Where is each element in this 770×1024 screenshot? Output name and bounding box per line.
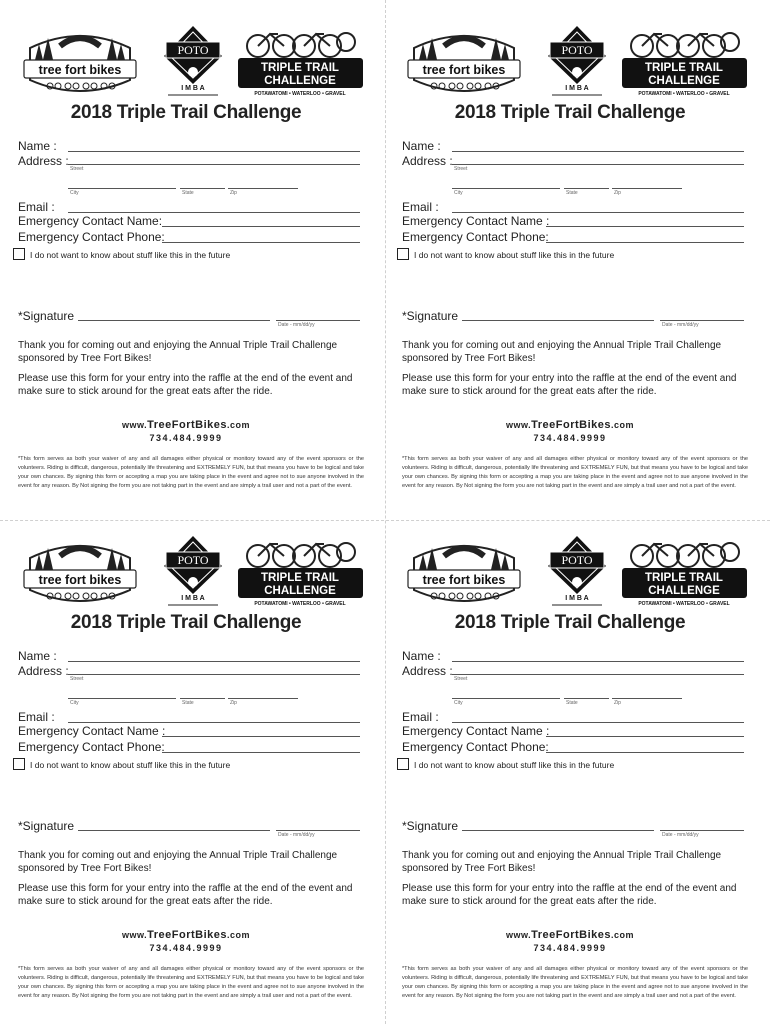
emergency-phone-field[interactable] [162, 752, 360, 753]
svg-text:tree fort bikes: tree fort bikes [38, 573, 122, 587]
emergency-name-field[interactable] [162, 226, 360, 227]
svg-text:I M B A: I M B A [181, 595, 205, 602]
city-label: City [454, 190, 463, 196]
phone-number: 734.484.9999 [149, 943, 223, 953]
waiver-disclaimer: *This form serves as both your waiver of any and all damages either physical or monitory toward any of the event sponsors or the volunteers. Riding is difficult, dangerous, potentially life threatening and EXTREMELY FUN, but that means you have to be logical and take your own chances. By signing this form or accepting a map you are taking place in the event and agree not to sue anyone involved in the event for any reason. By Not signing the form you are not taking part in the event and are simply a trail user and not a part of the event. [18, 456, 364, 489]
opt-out-checkbox[interactable] [13, 758, 25, 770]
website-suffix: .com [227, 420, 251, 430]
triple-trail-challenge-logo [238, 26, 363, 98]
opt-out-checkbox[interactable] [397, 758, 409, 770]
website[interactable] [0, 929, 372, 941]
opt-out-label: I do not want to know about stuff like this in the future [414, 250, 615, 260]
tree-fort-bikes-logo [20, 30, 140, 96]
svg-text:TRIPLE TRAIL: TRIPLE TRAIL [645, 62, 723, 74]
svg-text:tree fort bikes: tree fort bikes [422, 573, 506, 587]
opt-out-label: I do not want to know about stuff like this in the future [30, 760, 231, 770]
phone-number: 734.484.9999 [149, 433, 223, 443]
date-label: Date - mm/dd/yy [662, 322, 699, 328]
name-field[interactable] [452, 151, 744, 152]
zip-field[interactable] [612, 698, 682, 699]
emergency-name-field[interactable] [546, 736, 744, 737]
svg-text:tree fort bikes: tree fort bikes [422, 63, 506, 77]
zip-field[interactable] [228, 698, 298, 699]
svg-text:POTAWATOMI • WATERLOO • GRAVEL: POTAWATOMI • WATERLOO • GRAVEL [638, 601, 730, 607]
date-field[interactable] [660, 830, 744, 831]
emergency-phone-field[interactable] [546, 242, 744, 243]
address-label: Address : [402, 154, 453, 168]
form-title: 2018 Triple Trail Challenge [70, 612, 302, 633]
emergency-phone-field[interactable] [546, 752, 744, 753]
svg-text:POTAWATOMI • WATERLOO • GRAVEL: POTAWATOMI • WATERLOO • GRAVEL [638, 91, 730, 97]
emergency-name-label: Emergency Contact Name : [18, 724, 166, 738]
city-label: City [454, 700, 463, 706]
website-prefix: www. [505, 420, 532, 430]
raffle-text: Please use this form for your entry into the raffle at the end of the event and make sure to stick around for the great eats after the ride. [18, 883, 353, 907]
email-label: Email : [18, 710, 55, 724]
name-label: Name : [402, 649, 441, 663]
state-label: State [566, 190, 578, 196]
raffle-text: Please use this form for your entry into the raffle at the end of the event and make sure to stick around for the great eats after the ride. [402, 883, 737, 907]
website-main: TreeFortBikes [147, 929, 228, 941]
zip-label: Zip [614, 190, 621, 196]
waiver-disclaimer: *This form serves as both your waiver of any and all damages either physical or monitory toward any of the event sponsors or the volunteers. Riding is difficult, dangerous, potentially life threatening and EXTREMELY FUN, but that means you have to be logical and take your own chances. By signing this form or accepting a map you are taking place in the event and agree not to sue anyone involved in the event for any reason. By Not signing the form you are not taking part in the event and are simply a trail user and not a part of the event. [402, 456, 748, 489]
svg-text:POTAWATOMI • WATERLOO • GRAVEL: POTAWATOMI • WATERLOO • GRAVEL [254, 601, 346, 607]
emergency-name-field[interactable] [546, 226, 744, 227]
triple-trail-challenge-logo [238, 536, 363, 608]
zip-label: Zip [230, 190, 237, 196]
emergency-phone-label: Emergency Contact Phone: [18, 230, 165, 244]
address-label: Address : [18, 664, 69, 678]
state-field[interactable] [180, 698, 225, 699]
sponsor-logos [20, 532, 365, 608]
signature-field[interactable] [78, 320, 270, 321]
svg-text:CHALLENGE: CHALLENGE [648, 585, 720, 597]
website-main: TreeFortBikes [531, 929, 612, 941]
signature-label: *Signature [402, 309, 459, 323]
name-field[interactable] [452, 661, 744, 662]
signature-field[interactable] [462, 830, 654, 831]
svg-text:TRIPLE TRAIL: TRIPLE TRAIL [261, 572, 339, 584]
sponsor-logos [20, 22, 365, 98]
street-label: Street [70, 166, 84, 172]
state-field[interactable] [180, 188, 225, 189]
svg-text:POTAWATOMI • WATERLOO • GRAVEL: POTAWATOMI • WATERLOO • GRAVEL [254, 91, 346, 97]
tree-fort-bikes-logo [404, 540, 524, 606]
svg-text:I M B A: I M B A [565, 595, 589, 602]
name-label: Name : [18, 649, 57, 663]
state-label: State [182, 190, 194, 196]
website[interactable] [384, 929, 756, 941]
sponsor-logos [404, 532, 749, 608]
waiver-disclaimer: *This form serves as both your waiver of any and all damages either physical or monitory toward any of the event sponsors or the volunteers. Riding is difficult, dangerous, potentially life threatening and EXTREMELY FUN, but that means you have to be logical and take your own chances. By signing this form or accepting a map you are taking place in the event and agree not to sue anyone involved in the event for any reason. By Not signing the form you are not taking part in the event and are simply a trail user and not a part of the event. [18, 966, 364, 999]
svg-text:I M B A: I M B A [181, 85, 205, 92]
date-field[interactable] [276, 320, 360, 321]
svg-text:TRIPLE TRAIL: TRIPLE TRAIL [645, 572, 723, 584]
street-label: Street [454, 166, 468, 172]
name-label: Name : [402, 139, 441, 153]
thanks-text: Thank you for coming out and enjoying the Annual Triple Trail Challenge sponsored by Tree Fort Bikes! [402, 850, 722, 874]
website[interactable] [384, 419, 756, 431]
signature-label: *Signature [402, 819, 459, 833]
address-label: Address : [402, 664, 453, 678]
emergency-name-label: Emergency Contact Name : [402, 214, 550, 228]
date-label: Date - mm/dd/yy [278, 322, 315, 328]
city-field[interactable] [68, 188, 176, 189]
svg-text:CHALLENGE: CHALLENGE [648, 75, 720, 87]
signature-label: *Signature [18, 819, 75, 833]
poto-imba-logo [158, 532, 228, 608]
street-label: Street [454, 676, 468, 682]
website-prefix: www. [121, 930, 148, 940]
phone-number: 734.484.9999 [533, 433, 607, 443]
city-field[interactable] [452, 188, 560, 189]
zip-label: Zip [614, 700, 621, 706]
svg-text:POTO: POTO [561, 553, 593, 567]
waiver-disclaimer: *This form serves as both your waiver of any and all damages either physical or monitory toward any of the event sponsors or the volunteers. Riding is difficult, dangerous, potentially life threatening and EXTREMELY FUN, but that means you have to be logical and take your own chances. By signing this form or accepting a map you are taking place in the event and agree not to sue anyone involved in the event for any reason. By Not signing the form you are not taking part in the event and are simply a trail user and not a part of the event. [402, 966, 748, 999]
signature-label: *Signature [18, 309, 75, 323]
website-main: TreeFortBikes [531, 419, 612, 431]
website-suffix: .com [227, 930, 251, 940]
form-title: 2018 Triple Trail Challenge [454, 102, 686, 123]
svg-text:CHALLENGE: CHALLENGE [264, 75, 336, 87]
opt-out-checkbox[interactable] [397, 248, 409, 260]
email-field[interactable] [452, 722, 744, 723]
website-prefix: www. [505, 930, 532, 940]
entry-form-4 [384, 510, 756, 1015]
triple-trail-challenge-logo [622, 536, 747, 608]
email-field[interactable] [68, 212, 360, 213]
city-field[interactable] [452, 698, 560, 699]
emergency-phone-label: Emergency Contact Phone: [402, 740, 549, 754]
entry-form-3 [0, 510, 372, 1015]
triple-trail-challenge-logo [622, 26, 747, 98]
sponsor-logos [404, 22, 749, 98]
date-field[interactable] [276, 830, 360, 831]
street-label: Street [70, 676, 84, 682]
street-field[interactable] [452, 164, 744, 165]
emergency-phone-field[interactable] [162, 242, 360, 243]
zip-field[interactable] [612, 188, 682, 189]
name-label: Name : [18, 139, 57, 153]
address-label: Address : [18, 154, 69, 168]
city-label: City [70, 700, 79, 706]
zip-label: Zip [230, 700, 237, 706]
raffle-text: Please use this form for your entry into the raffle at the end of the event and make sure to stick around for the great eats after the ride. [402, 373, 737, 397]
raffle-text: Please use this form for your entry into the raffle at the end of the event and make sure to stick around for the great eats after the ride. [18, 373, 353, 397]
street-field[interactable] [452, 674, 744, 675]
email-field[interactable] [68, 722, 360, 723]
website-suffix: .com [611, 930, 635, 940]
thanks-text: Thank you for coming out and enjoying the Annual Triple Trail Challenge sponsored by Tree Fort Bikes! [402, 340, 722, 364]
name-field[interactable] [68, 151, 360, 152]
svg-text:POTO: POTO [177, 553, 209, 567]
form-title: 2018 Triple Trail Challenge [454, 612, 686, 633]
svg-text:POTO: POTO [561, 43, 593, 57]
website-suffix: .com [611, 420, 635, 430]
website[interactable] [0, 419, 372, 431]
form-title: 2018 Triple Trail Challenge [70, 102, 302, 123]
emergency-name-label: Emergency Contact Name : [402, 724, 550, 738]
svg-text:tree fort bikes: tree fort bikes [38, 63, 122, 77]
opt-out-checkbox[interactable] [13, 248, 25, 260]
poto-imba-logo [158, 22, 228, 98]
email-field[interactable] [452, 212, 744, 213]
state-field[interactable] [564, 698, 609, 699]
date-label: Date - mm/dd/yy [662, 832, 699, 838]
zip-field[interactable] [228, 188, 298, 189]
thanks-text: Thank you for coming out and enjoying the Annual Triple Trail Challenge sponsored by Tree Fort Bikes! [18, 850, 338, 874]
date-field[interactable] [660, 320, 744, 321]
thanks-text: Thank you for coming out and enjoying the Annual Triple Trail Challenge sponsored by Tree Fort Bikes! [18, 340, 338, 364]
signature-field[interactable] [78, 830, 270, 831]
emergency-name-label: Emergency Contact Name: [18, 214, 163, 228]
poto-imba-logo [542, 532, 612, 608]
svg-text:POTO: POTO [177, 43, 209, 57]
email-label: Email : [18, 200, 55, 214]
phone-number: 734.484.9999 [533, 943, 607, 953]
state-label: State [566, 700, 578, 706]
emergency-phone-label: Emergency Contact Phone: [402, 230, 549, 244]
opt-out-label: I do not want to know about stuff like this in the future [414, 760, 615, 770]
emergency-phone-label: Emergency Contact Phone: [18, 740, 165, 754]
opt-out-label: I do not want to know about stuff like this in the future [30, 250, 231, 260]
state-field[interactable] [564, 188, 609, 189]
emergency-name-field[interactable] [162, 736, 360, 737]
tree-fort-bikes-logo [20, 540, 140, 606]
city-label: City [70, 190, 79, 196]
date-label: Date - mm/dd/yy [278, 832, 315, 838]
email-label: Email : [402, 710, 439, 724]
street-field[interactable] [68, 164, 360, 165]
svg-text:TRIPLE TRAIL: TRIPLE TRAIL [261, 62, 339, 74]
state-label: State [182, 700, 194, 706]
tree-fort-bikes-logo [404, 30, 524, 96]
website-main: TreeFortBikes [147, 419, 228, 431]
email-label: Email : [402, 200, 439, 214]
svg-text:I M B A: I M B A [565, 85, 589, 92]
name-field[interactable] [68, 661, 360, 662]
entry-form-2 [384, 0, 756, 505]
poto-imba-logo [542, 22, 612, 98]
street-field[interactable] [68, 674, 360, 675]
svg-text:CHALLENGE: CHALLENGE [264, 585, 336, 597]
signature-field[interactable] [462, 320, 654, 321]
entry-form-1 [0, 0, 372, 505]
city-field[interactable] [68, 698, 176, 699]
website-prefix: www. [121, 420, 148, 430]
